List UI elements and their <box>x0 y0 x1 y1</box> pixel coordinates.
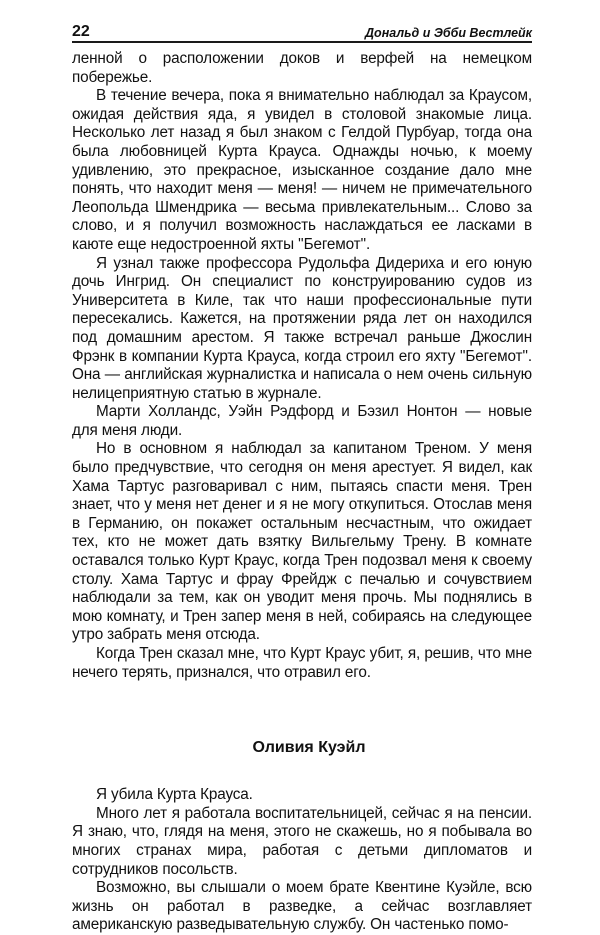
paragraph: Много лет я работала воспитательницей, сейчас я на пенсии. Я знаю, что, глядя на меня, этого не скажешь, но я побывала во многих странах мира, работая с детьми дипломатов и сотрудников посольств. <box>72 804 532 878</box>
paragraph: Но в основном я наблюдал за капитаном Треном. У меня было предчувствие, что сегодня он меня арестует. Я видел, как Хама Тартус разговаривал с ним, пытаясь спасти меня. Трен знает, что у меня нет денег и я не могу откупиться. Отослав меня в Германию, он покажет остальным несчастным, что ожидает тех, кто не может дать взятку Вильгельму Трену. В комнате оставался только Курт Краус, когда Трен подозвал меня к своему столу. Хама Тартус и фрау Фрейдж с печалью и сочувствием наблюдали за тем, как он уводит меня прочь. Мы поднялись в мою комнату, и Трен запер меня в ней, собираясь на следующее утро забрать меня отсюда. <box>72 440 532 644</box>
book-page <box>72 20 532 935</box>
body-text <box>72 50 532 682</box>
paragraph: Я убила Курта Крауса. <box>96 786 253 804</box>
header-author: Дональд и Эбби Вестлейк <box>365 26 532 40</box>
section-text <box>72 786 532 935</box>
paragraph: В течение вечера, пока я внимательно наблюдал за Краусом, ожидая действия яда, я увидел в столовой знакомые лица. Несколько лет назад я был знаком с Гелдой Пурбуар, тогда она была любовницей Курта Крауса. Однажды ночью, к моему удивлению, это прекрасное, изысканное создание дало мне понять, что находит меня — меня! — ничем не примечательного Леопольда Шмендрика — весьма привлекательным... Слово за слово, и я получил возможность наслаждаться ее ласками в каюте еще недостроенной яхты ''Бегемот''. <box>72 87 532 253</box>
page-number: 22 <box>72 23 90 40</box>
paragraph: Я узнал также профессора Рудольфа Дидериха и его юную дочь Ингрид. Он специалист по конструированию судов из Университета в Киле, так что наши профессиональные пути пересекались. Кажется, на протяжении ряда лет он находился под домашним арестом. Я также встречал раньше Джослин Фрэнк в компании Курта Крауса, когда строил его яхту ''Бегемот''. Она — английская журналистка и написала о нем очень сильную нелицеприятную статью в журнале. <box>72 254 532 402</box>
paragraph: Когда Трен сказал мне, что Курт Краус убит, я, решив, что мне нечего терять, признался, что отравил его. <box>72 645 532 681</box>
section-heading: Оливия Куэйл <box>252 739 366 757</box>
paragraph: ленной о расположении доков и верфей на немецком побережье. <box>72 50 532 86</box>
paragraph: Возможно, вы слышали о моем брате Квентине Куэйле, всю жизнь он работал в разведке, а сейчас возглавляет американскую разведывательную службу. Он частенько помо- <box>72 879 532 934</box>
running-header <box>72 20 532 43</box>
paragraph: Марти Холландс, Уэйн Рэдфорд и Бэзил Нонтон — новые для меня люди. <box>72 403 532 439</box>
